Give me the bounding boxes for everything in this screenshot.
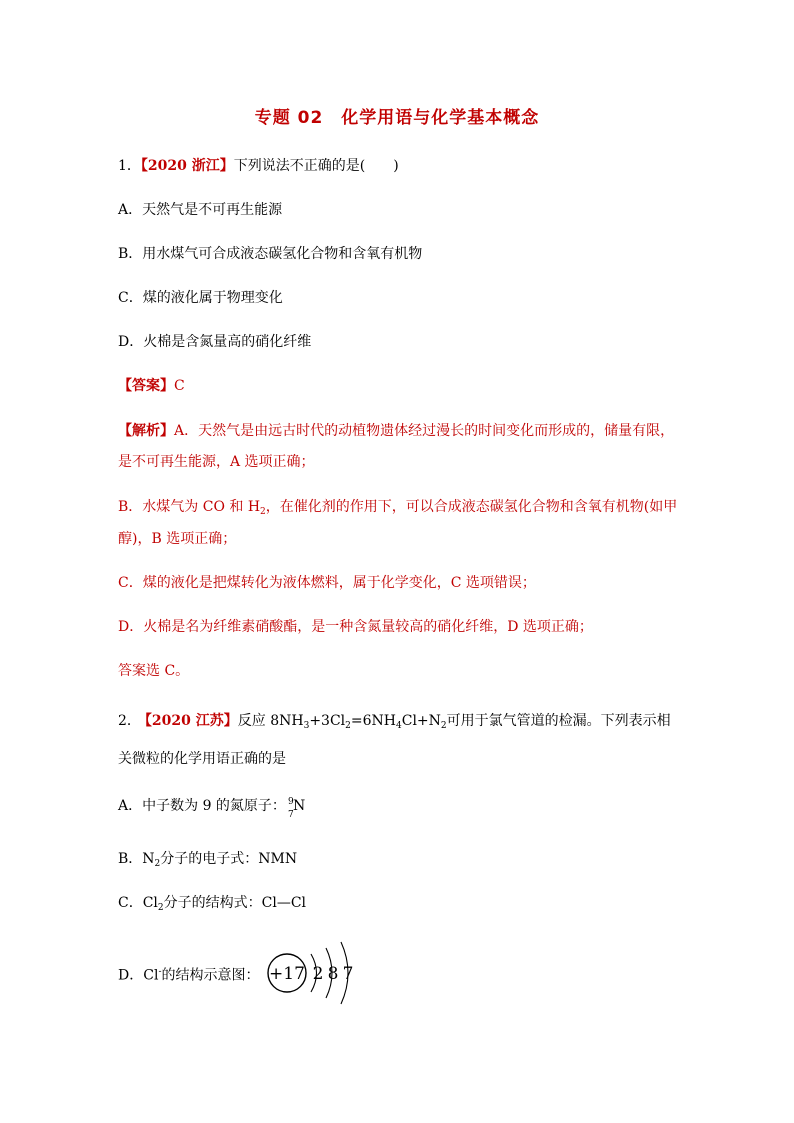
option-letter: D． (118, 334, 144, 350)
formula-part: Cl (143, 967, 159, 984)
equation-part: Cl+N (401, 713, 441, 729)
shell-electron-count: 2 (312, 964, 324, 984)
q2-option-c (118, 893, 306, 918)
option-text: 中子数为 9 的氮原子： (142, 798, 286, 814)
q1-option-a (118, 200, 282, 220)
q2-option-b (118, 849, 297, 874)
shell-electron-count: 8 (327, 964, 339, 984)
q1-option-d (118, 332, 311, 352)
q1-analysis-b-line1 (118, 497, 677, 522)
analysis-text: A．天然气是由远古时代的动植物遗体经过漫长的时间变化而形成的，储量有限， (174, 423, 675, 439)
q2-stem-text: 反应 (237, 713, 266, 729)
option-letter: A． (118, 202, 143, 218)
option-text: 分子的结构式： (163, 895, 262, 911)
q2-stem-line1 (118, 711, 671, 736)
q1-analysis-d: D．火棉是名为纤维素硝酸酯，是一种含氮量较高的硝化纤维，D 选项正确； (118, 619, 593, 635)
analysis-text: ，在催化剂的作用下，可以合成液态碳氢化合物和含氧有机物(如甲 (265, 499, 678, 515)
option-text: 煤的液化属于物理变化 (142, 290, 283, 306)
reaction-equation (270, 713, 446, 729)
shell-electron-count: 7 (342, 964, 354, 984)
electron-formula: NMN (258, 851, 298, 867)
q1-analysis-a-line1 (118, 421, 674, 441)
equation-part: +3Cl (309, 713, 346, 729)
option-text: 分子的电子式： (160, 851, 259, 867)
option-letter: D． (118, 967, 144, 984)
nucleus-charge: +17 (269, 964, 305, 984)
page-title: 专题 02 化学用语与化学基本概念 (254, 108, 540, 128)
subscript: 3 (303, 721, 310, 731)
q1-number: 1． (118, 158, 141, 174)
q2-source: 【2020 江苏】 (144, 713, 238, 729)
atomic-number: 7 (287, 810, 294, 820)
mass-number: 9 (287, 797, 294, 807)
chloride-ion-structure-diagram (262, 938, 372, 1008)
q2-option-a (118, 796, 306, 820)
equation-part: 8NH (270, 713, 304, 729)
subscript: 2 (440, 721, 447, 731)
subscript: 2 (260, 507, 266, 517)
subscript: 4 (396, 721, 402, 731)
answer-value: C (174, 378, 185, 394)
q1-option-c (118, 288, 283, 308)
answer-label: 【答案】 (118, 378, 174, 394)
q1-analysis-b-line2: 醇)，B 选项正确； (118, 531, 237, 547)
nuclide-symbol (286, 796, 306, 820)
formula-part: N (142, 851, 155, 867)
q1-answer (118, 376, 185, 396)
structural-formula: Cl—Cl (261, 895, 307, 911)
q1-stem-text: 下列说法不正确的是( ) (233, 158, 399, 174)
q1-source: 【2020 浙江】 (140, 158, 234, 174)
option-letter: C． (118, 895, 143, 911)
equation-part: =6NH (350, 713, 396, 729)
subscript: 2 (345, 721, 351, 731)
option-letter: B． (118, 851, 143, 867)
option-text: 火棉是含氮量高的硝化纤维 (143, 334, 312, 350)
option-letter: B． (118, 246, 143, 262)
option-text: 天然气是不可再生能源 (142, 202, 283, 218)
q1-option-b (118, 244, 422, 264)
option-letter: A． (118, 798, 143, 814)
q2-option-d (118, 962, 259, 986)
formula-part: Cl (142, 895, 158, 911)
q1-analysis-c: C．煤的液化是把煤转化为液体燃料，属于化学变化，C 选项错误； (118, 575, 536, 591)
subscript: 2 (157, 903, 164, 913)
element-symbol: N (292, 798, 306, 814)
superscript: - (158, 967, 162, 977)
option-text: 用水煤气可合成液态碳氢化合物和含氧有机物 (142, 246, 423, 262)
option-text: 的结构示意图： (161, 967, 260, 984)
analysis-label: 【解析】 (118, 423, 174, 439)
q1-analysis-a-line2: 是不可再生能源，A 选项正确； (118, 454, 315, 470)
analysis-text: B．水煤气为 CO 和 H (118, 499, 261, 515)
q1-conclusion: 答案选 C。 (118, 663, 190, 679)
q2-stem-line2: 关微粒的化学用语正确的是 (118, 751, 286, 767)
q1-stem (118, 156, 399, 176)
q2-number: 2． (118, 713, 141, 729)
q2-stem-text: 可用于氯气管道的检漏。下列表示相 (446, 713, 671, 729)
subscript: 2 (154, 859, 161, 869)
option-letter: C． (118, 290, 143, 306)
